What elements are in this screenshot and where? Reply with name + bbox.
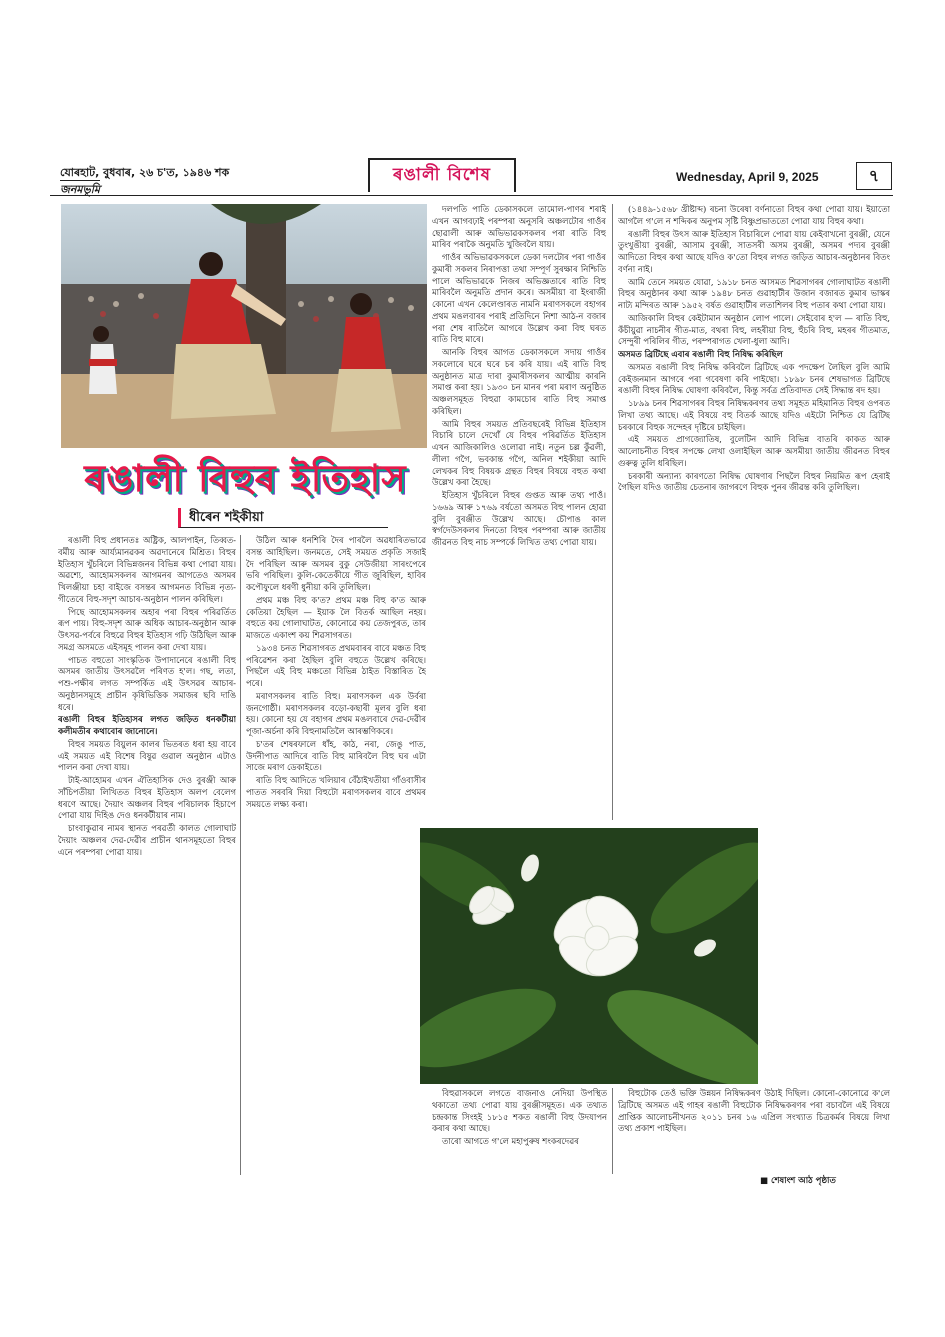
article-column-4: [618, 204, 890, 824]
paragraph: এই সময়ত প্ৰাগজ্যোতিষ, বুলেটিন আদি বিভিন্ন বাতৰি কাকত আৰু আলোচনীত বিহুৰ সপক্ষে লেখা ওলাইছিল আৰু অসমীয়া জাতীয় জীৱনত বিহুৰ গুৰুত্ব তুলি ধৰিছিল।: [618, 434, 890, 468]
article-headline: [58, 455, 433, 505]
page-header: [50, 158, 893, 196]
paragraph: বিহুটোক তেওঁ ভক্তি উন্নয়ন নিষিদ্ধকৰণ উঠাই দিছিল। কোনো-কোনোৱে ক'লে ব্ৰিটিছে অসমত এই গাহৰ ৰঙালী বিহুটোক নিষিদ্ধকৰণৰ পৰা বচাবলৈ এই বিষয়ে প্ৰাপ্তিক আলোচনীখনত ২০১১ চনৰ ১৬ এপ্ৰিল সংখ্যাত চিত্ৰকৰ্মৰ বিষয়ে লিখা তথ্য প্ৰকাশ পাইছিল।: [618, 1088, 890, 1134]
paragraph: ৰঙালী বিহু প্ৰধানতঃ অষ্ট্ৰিক, আলপাইন, তিব্বত-বৰ্মীয় আৰু আৰ্য্যমানৱকৰ অৱদানেৰে মিশ্ৰিত। বিহুৰ ইতিহাস খুঁচৰিলে বিভিন্নজনৰ বিভিন্ন কথা পোৱা যায়। অৱশ্যে, আহোমসকলৰ আগমনৰ আগতেও অসমৰ খিলঞ্জীয়া চহা বাইজে বসন্তৰ আগমনত বিভিন্ন নৃত্য-গীতেৰে বিহু-সদৃশ আচাৰ-অনুষ্ঠান পালন কৰিছিল।: [58, 535, 236, 604]
paragraph: মৰাণসকলৰ ৰাতি বিহু। মৰাণসকল এক উৰ্বৰা জনগোষ্ঠী। মৰাণসকলৰ বড়ো-কছাৰী মূলৰ বুলি ধৰা হয়। কোনো হয় যে বহাগৰ প্ৰথম মঙলবাৰে দেৱ-দেৱীৰ পূজা-অৰ্চনা কৰি বিহুনামতিলৈ আৰম্ভণিকৰে।: [246, 690, 426, 736]
column-rule: [612, 1088, 613, 1174]
newspaper-brand: জনমভূমি: [60, 180, 100, 200]
subheading: ৰঙালী বিহুৰ ইতিহাসৰ লগত জড়িত ধনকটীয়া কলীমতীৰ কথাবোৰ জানোনে।: [58, 714, 236, 736]
paragraph: ১৯৩৪ চনত শিৱসাগৰত প্ৰথমবাৰৰ বাবে মঞ্চত বিহু পৰিৱেশন কৰা হৈছিল বুলি বহুতে উল্লেখ কৰিছে। পিছলৈ এই বিহু মঞ্চতো বিভিন্ন ঠাইত বিস্তাৰিত হৈ পৰে।: [246, 642, 426, 688]
paragraph: বিহুৱাসকলে লগতে বাজনাও নেদিয়া উপস্থিত থকাতো তথ্য পোৱা যায় বুৰঞ্জীসমূহত। এক তথ্যত চন্দ্ৰকান্ত সিংহই ১৮১৫ শকত ৰঙালী বিহু উদযাপন কৰাৰ কথা আছে।: [432, 1088, 607, 1134]
paragraph: বিহুৰ সময়ত বিয়ুলন কালৰ ভিতৰত ধৰা হয় বাবে এই সময়ত এই বিশেষ বিষুৱ গুৱাল অনুষ্ঠান এটাও পালন কৰা দেখা যায়।: [58, 738, 236, 773]
article-column-3-lower: [432, 1088, 607, 1184]
article-column-3: [432, 204, 606, 824]
dateline-english: Wednesday, April 9, 2025: [676, 170, 819, 184]
article-byline: ধীৰেন শইকীয়া: [178, 508, 388, 528]
paragraph: টাই-আহোমৰ এখন ঐতিহাসিক দেও বুৰঞ্জী আৰু সাঁচিপতীয়া লিখিতত বিহুৰ ইতিহাস অলপ বেলেগ ধৰণে আছে। দৈয়াং অঞ্চলৰ বিহুৰ পৰিচালক হিচাপে পোৱা যায় দিহিঙ দেও ধনকটীয়াৰ নাম।: [58, 775, 236, 821]
paragraph: পাচত বহুতো সাংস্কৃতিক উপাদানেৰে ৰঙালী বিহু অসমৰ জাতীয় উৎসৱলৈ পৰিণত হ'ল। গছ, লতা, পশু-পক্ষীৰ লগত সম্পৰ্কিত এই উৎসৱৰ আচাৰ-অনুষ্ঠানসমূহে প্ৰাচীন কৃষিভিত্তিক সমাজৰ ছবি দাঙি ধৰে।: [58, 654, 236, 712]
paragraph: আনকি বিহুৰ আগত ডেকাসকলে সদায় গাওঁৰ সকলোৰে ঘৰে ঘৰে চৰ কৰি যায়। এই ৰাতি বিহু অনুষ্ঠানত মাত্ৰ দাৰা কুমাৰীসকলৰ আত্মীয় কাৰনি সমাপ্ত কৰা হয়। ১৯৩০ চন মানৰ পৰা মৰাণ অনুষ্ঠিত অঞ্চলসমূহত বিহুৱা কামচোৰ ৰাতি বিহু সমাপ্ত কৰিছিল।: [432, 347, 606, 416]
section-title: ৰঙালী বিশেষ: [392, 165, 491, 185]
column-rule: [240, 535, 241, 1175]
headline-text: ৰঙালী বিহুৰ ইতিহাস: [84, 456, 407, 500]
paragraph: প্ৰথম মঞ্চ বিহু ক'ত? প্ৰথম মঞ্চ বিহু ক'ত আৰু কেতিয়া হৈছিল — ইয়াক লৈ বিতৰ্ক আছিল নহয়। বহুতে কয় গোলাঘাটত, কোনোৱে কয় তেজপুৰত, তাৰ মাজতে একাংশ কয় শিৱসাগৰত।: [246, 594, 426, 640]
subheading: অসমত ব্ৰিটিছে এবাৰ ৰঙালী বিহু নিষিদ্ধ কৰিছিল: [618, 349, 783, 359]
article-column-4-lower: [618, 1088, 890, 1174]
paragraph: উঠিল আৰু ধনশিৰি দৈৰ পাৰলৈ অৱধাৰিতভাৱে বসন্ত আহিছিল। জনমতে, সেই সময়ত প্ৰকৃতি সজাই দৈ পৰিছিল আৰু অসমৰ বুকু সেউজীয়া সাৰংপেৰে ভৰি পৰিছিল। কুলি-কেতেকীয়ে গীত জুৰিছিল, হাবিৰ কপৌফুলে ধৰণী ধুনীয়া কৰি তুলিছিল।: [246, 535, 426, 592]
header-rule: [50, 195, 893, 196]
paragraph: চৰকাৰী অন্যান্য কাৰণতো নিষিদ্ধ ঘোষণাৰ পিছলৈ বিহুৰ নিয়মিত ৰূপ হেৰাই গৈছিল যদিও জাতীয় চেতনাৰ জাগৰণে বিহুক পুনৰ জীৱন্ত কৰি তুলিছিল।: [618, 470, 890, 493]
bihu-dancers-photo: [61, 204, 427, 448]
page-number: ৭: [856, 162, 892, 190]
article-column-2: [246, 535, 426, 1185]
paragraph: ৰাতি বিহু আদিতে খলিয়াৰ বেঁঠাইখতীয়া গাঁওবাসীৰ পাতত সৰবৰি দিয়া বিহুটো মৰাণসকলৰ বাবে প্ৰথমৰ সময়তে লক্ষ্য কৰা।: [246, 775, 426, 809]
paragraph: গাওঁৰ অভিভাৱকসকলে ডেকা দলটোৰ পৰা গাওঁৰ কুমাৰী সকলৰ নিৰাপত্তা তথা সম্পূৰ্ণ সুৰক্ষাৰ নিশ্চিতি পালে অভিভাৱকে নিজৰ অভিজ্ঞতাৰে ৰাতি বিহু মাৰিবলৈ অনুমতি প্ৰদান কৰে। অসমীয়া বা ইংৰাজী কোনো এখন কেলেণ্ডাৰত নামনি মৰাণসকলে বহাগৰ প্ৰথম মঙলবাৰৰ পৰাই প্ৰতিদিনে নিশা আঠ-ন বজাৰ পৰা শেষ ৰাতিলৈ আগৰে উল্লেখ কৰা বিহু ঘৰত ৰাতি বিহু মাৰে।: [432, 252, 606, 345]
paragraph: আমি বিহুৰ সময়ত প্ৰতিবছৰেই বিভিন্ন ইতিহাস বিচাৰি চালে দেখোঁ যে বিহুৰ পৰিৱৰ্তিত ইতিহাস এখন আজিকালিও ওলোৱা নাই। নতুন চল্ল কুঁৱলী, লীলা গগৈ, ভবকান্ত গগৈ, অনিল শইকীয়া আদি লেখকৰ বিহু বিষয়ক গ্ৰন্থত বিহুৰ বিষয়ে বহুত কথা উল্লেখ কৰা হৈছে।: [432, 418, 606, 488]
paragraph: ইতিহাস খুঁচৰিলে বিহুৰ গুপ্তত আৰু তথ্য পাওঁ। ১৬৬৯ আৰু ১৭৬৯ বৰ্ষতো অসমত বিহু পালন হোৱা বুলি বুৰঞ্জীত উল্লেখ আছে। চৌপাঙ কাল স্বৰ্গদেউসকলৰ দিনতো বিহুৰ পৰম্পৰা আৰু জাতীয় জীৱনত বিহু নাচ সম্পৰ্কে লিখিত তথ্য পোৱা যায়।: [432, 490, 606, 547]
column-rule: [612, 204, 613, 820]
paragraph: তাৰো আগতে গ'লে মহাপুৰুষ শংকৰদেৱৰ: [442, 1136, 579, 1146]
paragraph: চ'তৰ শেষৰফালে ধাঁহ, কাঠ, নৰা, জেঙু পাত, উৰ্দনীপাত আদিৰে বাতি বিহু মাৰিবলৈ বিহু ঘৰ এটা সাজে মৰাণ ডেকাইতে।: [246, 738, 426, 773]
section-box: [368, 158, 516, 192]
paragraph: আমি তেনে সময়ত যোৱা, ১৯১৮ চনত আসমত শিৱসাগৰৰ গোলাঘাটত ৰঙালী বিহুৰ অনুষ্ঠানৰ কথা আৰু ১৯৪৮ চনত গুৱাহাটীৰ উজান বজাৰত কুমাৰ ভাস্কৰ নাট্য মন্দিৰত আৰু ১৯৫২ বৰ্ষত গুৱাহাটীৰ লতাশিলৰ বিহু পতাৰ কথা পোৱা যায়।: [618, 276, 890, 310]
paragraph: চাংবাকুৱাৰ নামৰ স্থানত পৰৱৰ্তী কালত গোলাঘাট দৈয়াং অঞ্চলৰ দেৱ-দেৱীৰ প্ৰাচীন থানসমূহতো বিহুৰ এনে পৰম্পৰা পোৱা যায়।: [58, 823, 236, 857]
paragraph: ৰঙালী বিহুৰ উৎস আৰু ইতিহাস বিচাৰিলে পোৱা যায় কেইবাখনো বুৰঞ্জী, যেনে তুংখুঙীয়া বুৰঞ্জী, আসাম বুৰঞ্জী, সাতসৰী অসম বুৰঞ্জী, অসমৰ পদ্যৰ বুৰঞ্জী আদিতো বিহুৰ কথা আছে যদিও ক'তো বিহুৰ লগত জড়িত আচাৰ-অনুষ্ঠানৰ বিতং বৰ্ণনা নাই।: [618, 228, 890, 274]
article-column-1: [58, 535, 236, 1185]
dateline-assamese: যোৰহাট, বুধবাৰ, ২৬ চ'ত, ১৯৪৬ শক: [60, 166, 230, 179]
paragraph: (১৪৪৯-১৫৬৮ খ্ৰীষ্টাব্দ) ৰচনা উৰেষা বৰ্ণনাতো বিহুৰ কথা পোৱা যায়। ইয়াতো আগলৈ গ'লে ন শব্দিকৰ অনুপম সৃষ্টি বিষ্ণুপ্ৰভাততো পোৱা যায় বিহুৰ কথা।: [618, 204, 890, 226]
paragraph: ১৮৯৯ চনৰ শিৱসাগৰৰ বিহুৰ নিষিদ্ধকৰণৰ তথ্য সমূহত মহিমানিত বিহুৰ ওপৰত লিখা তথ্য আছে। এই বিষয়ে বহু বিতৰ্ক আছে যদিও এইটো নিশ্চিত যে ব্ৰিটিছ চৰকাৰে বিহুক সন্দেহৰ দৃষ্টিৰে চাইছিল।: [618, 398, 890, 432]
continued-note: ■ শেষাংশ আঠ পৃষ্ঠাত: [760, 1176, 836, 1186]
paragraph: দলপতি পাতি ডেকাসকলে তামোল-পাণৰ শৰাই এখন আগবঢ়াই পৰম্পৰা অনুসৰি অঞ্চলটোৰ গাওঁৰ ছোৱালী আৰু অভিভাৱকসকলৰ পৰা ৰাতি বিহু মাৰিব পৰাকৈ অনুমতি খুজিবলৈ যায়।: [432, 204, 606, 250]
paragraph: পিছে আহোমসকলৰ অহাৰ পৰা বিহুৰ পৰিৱৰ্তিত ৰূপ পায়। বিহু-সদৃশ আৰু অধিক আচাৰ-অনুষ্ঠান আৰু উৎসৱ-পৰ্বৰে বিহুৱে বিহুৰ ইতিহাস গঢ়ি উঠিছিল আৰু সমগ্ৰ অসমতে এইসমূহ পালন কৰা দেখা যায়।: [58, 606, 236, 652]
paragraph: আজিকালি বিহুৰ কেইটামান অনুষ্ঠান লোপ পালে। সেইবোৰ হ'ল — ৰাতি বিহু, কঁচীয়ুৱা নাচনীৰ গীত-মাত, বথৰা বিহু, লহৰীয়া বিহু, হুঁচৰি বিহু, মহৰৰ গীতমাত, সেন্দুৰী পৰিলিৰ গীত, পৰম্পৰাগত খেলা-ধুলা আদি।: [618, 312, 890, 347]
paragraph: অসমত ৰঙালী বিহু নিষিদ্ধ কৰিবলৈ ব্ৰিটিছে এক পদক্ষেপ লৈছিল বুলি আমি কেইজনমান আগৰে পৰা গবেষণা কৰি পাইছো। ১৮৯৮ চনৰ শেষভাগত ব্ৰিটিছে ৰঙালী বিহুৰ নিষিদ্ধ ঘোষণা কৰিবলৈ, কিন্তু সৰ্বত্ৰ প্ৰতিবাদত সেই সিদ্ধান্ত ৰদ হয়।: [618, 361, 890, 396]
white-flower-photo: [420, 828, 758, 1084]
